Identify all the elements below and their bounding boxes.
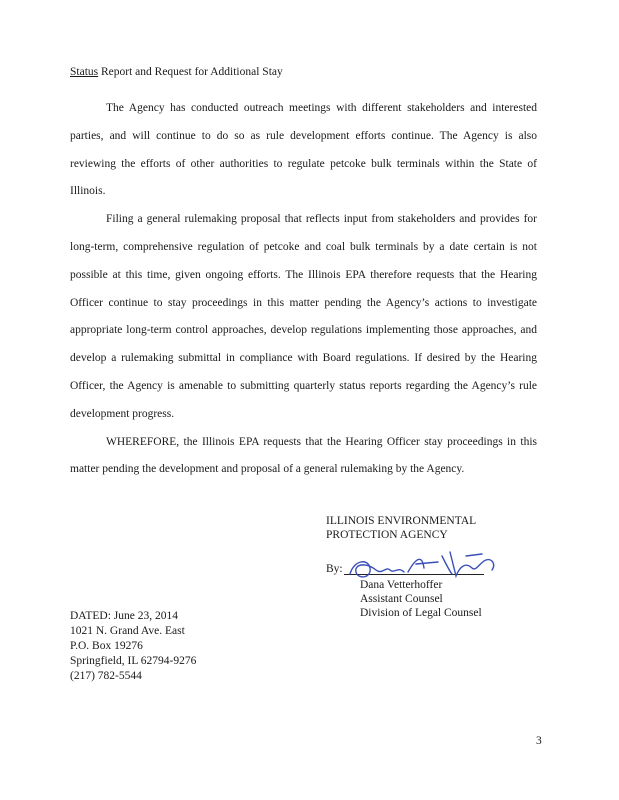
signature-block (326, 514, 566, 620)
phone-number: (217) 782-5544 (70, 670, 142, 682)
by-line (326, 560, 566, 578)
section-heading (70, 66, 283, 78)
address-po-box: P.O. Box 19276 (70, 640, 143, 652)
signer-division: Division of Legal Counsel (360, 607, 482, 619)
paragraph-outreach: The Agency has conducted outreach meetings with different stakeholders and interested parties, and will continue to do so as rule development efforts continue. The Agency is also reviewing the efforts of other authorities to regulate petcoke bulk terminals within the State of Illinois. (70, 102, 537, 198)
heading-rest: Report and Request for Additional Stay (98, 66, 283, 78)
address-city: Springfield, IL 62794-9276 (70, 655, 197, 667)
address-street: 1021 N. Grand Ave. East (70, 625, 185, 637)
paragraph-wherefore: WHEREFORE, the Illinois EPA requests that the Hearing Officer stay proceedings in this matter pending the development and proposal of a general rulemaking by the Agency. (70, 435, 537, 476)
dated-line: DATED: June 23, 2014 (70, 610, 178, 622)
page-number: 3 (536, 735, 542, 747)
handwritten-signature (346, 548, 506, 584)
agency-name-line1: ILLINOIS ENVIRONMENTAL (326, 515, 477, 527)
signer-name: Dana Vetterhoffer (360, 579, 443, 591)
signer-title: Assistant Counsel (360, 593, 443, 605)
signer-details (360, 578, 566, 620)
dated-address-block (70, 609, 196, 684)
paragraph-stay-request: Filing a general rulemaking proposal that reflects input from stakeholders and provides for long-term, comprehensive regulation of petcoke and coal bulk terminals by a date certain is not possible at this time, given ongoing efforts. The Illinois EPA therefore requests that the Hearing Officer continue to stay proceedings in this matter pending the Agency’s actions to investigate appropriate long-term control approaches, develop regulations implementing those approaches, and develop a rulemaking submittal in compliance with Board regulations. If desired by the Hearing Officer, the Agency is amenable to submitting quarterly status reports regarding the Agency’s rule development progress. (70, 213, 537, 420)
by-label: By: (326, 563, 343, 575)
heading-underlined: Status (70, 66, 99, 78)
body-text (70, 95, 537, 484)
agency-name-line2: PROTECTION AGENCY (326, 529, 448, 541)
